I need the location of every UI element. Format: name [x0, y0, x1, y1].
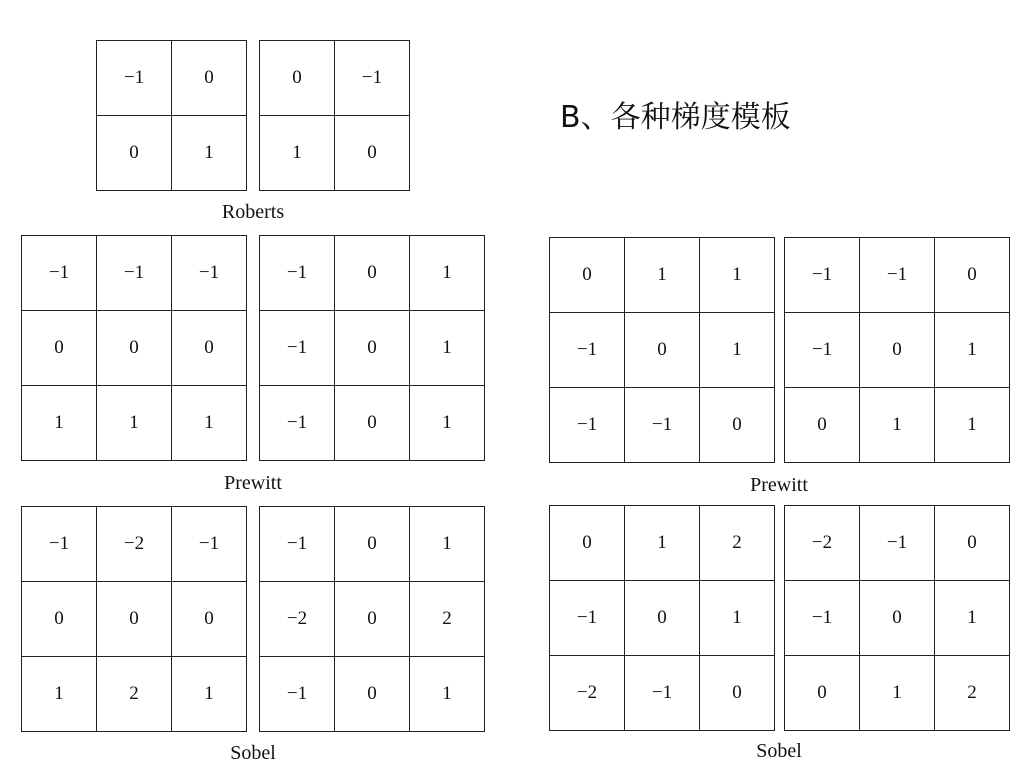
- mask-cell: 0: [700, 388, 775, 463]
- mask-cell: 1: [97, 386, 172, 461]
- mask-cell: 1: [410, 657, 485, 732]
- mask-cell: −1: [260, 311, 335, 386]
- roberts-caption: Roberts: [221, 201, 285, 223]
- mask-cell: 0: [172, 582, 247, 657]
- mask-cell: 0: [550, 506, 625, 581]
- roberts-mask-2: [259, 40, 410, 191]
- sobel-mask-2: [259, 506, 485, 732]
- mask-cell: 1: [410, 386, 485, 461]
- mask-cell: 0: [335, 386, 410, 461]
- mask-cell: 2: [935, 656, 1010, 731]
- prewitt-caption-left: Prewitt: [224, 472, 282, 494]
- mask-cell: −1: [172, 236, 247, 311]
- mask-cell: 0: [22, 582, 97, 657]
- mask-cell: 0: [260, 41, 335, 116]
- mask-cell: 1: [935, 388, 1010, 463]
- mask-cell: 0: [625, 581, 700, 656]
- mask-cell: −1: [625, 388, 700, 463]
- mask-cell: 1: [860, 656, 935, 731]
- mask-cell: 1: [172, 657, 247, 732]
- prewitt-mask-2: [259, 235, 485, 461]
- mask-cell: −2: [97, 507, 172, 582]
- mask-cell: 1: [700, 581, 775, 656]
- mask-cell: 0: [335, 236, 410, 311]
- mask-cell: 1: [410, 311, 485, 386]
- mask-cell: 1: [410, 507, 485, 582]
- mask-cell: 0: [172, 41, 247, 116]
- mask-cell: 1: [700, 238, 775, 313]
- mask-cell: 0: [97, 116, 172, 191]
- mask-cell: −1: [97, 41, 172, 116]
- mask-cell: 1: [935, 581, 1010, 656]
- mask-cell: −1: [550, 581, 625, 656]
- mask-cell: −1: [172, 507, 247, 582]
- mask-cell: −1: [22, 236, 97, 311]
- sobel-diagonal-mask-2: [784, 505, 1010, 731]
- mask-cell: 2: [700, 506, 775, 581]
- mask-cell: −1: [550, 313, 625, 388]
- mask-cell: 0: [97, 311, 172, 386]
- slide-heading: B、各种梯度模板: [560, 100, 791, 135]
- mask-cell: −1: [335, 41, 410, 116]
- mask-cell: −1: [22, 507, 97, 582]
- mask-cell: 1: [260, 116, 335, 191]
- mask-cell: 1: [625, 238, 700, 313]
- mask-cell: 1: [410, 236, 485, 311]
- mask-cell: 0: [700, 656, 775, 731]
- mask-cell: −1: [260, 386, 335, 461]
- mask-cell: 0: [335, 582, 410, 657]
- mask-cell: −1: [260, 657, 335, 732]
- mask-cell: 2: [97, 657, 172, 732]
- mask-cell: −1: [97, 236, 172, 311]
- mask-cell: 1: [860, 388, 935, 463]
- sobel-diagonal-mask-1: [549, 505, 775, 731]
- mask-cell: 0: [22, 311, 97, 386]
- mask-cell: 0: [935, 506, 1010, 581]
- mask-cell: −1: [785, 238, 860, 313]
- mask-cell: 0: [860, 313, 935, 388]
- roberts-mask-1: [96, 40, 247, 191]
- mask-cell: 0: [172, 311, 247, 386]
- mask-cell: 0: [785, 388, 860, 463]
- mask-cell: 0: [97, 582, 172, 657]
- mask-cell: 1: [700, 313, 775, 388]
- prewitt-caption-right: Prewitt: [750, 474, 808, 496]
- mask-cell: 0: [550, 238, 625, 313]
- mask-cell: 0: [860, 581, 935, 656]
- prewitt-diagonal-mask-1: [549, 237, 775, 463]
- mask-cell: −2: [550, 656, 625, 731]
- mask-cell: 0: [335, 116, 410, 191]
- mask-cell: −1: [785, 581, 860, 656]
- mask-cell: 1: [625, 506, 700, 581]
- prewitt-mask-1: [21, 235, 247, 461]
- mask-cell: 0: [335, 657, 410, 732]
- mask-cell: −1: [860, 238, 935, 313]
- mask-cell: 2: [410, 582, 485, 657]
- sobel-caption-left: Sobel: [230, 742, 276, 764]
- mask-cell: −1: [625, 656, 700, 731]
- mask-cell: 0: [935, 238, 1010, 313]
- sobel-caption-right: Sobel: [756, 740, 802, 762]
- mask-cell: −2: [260, 582, 335, 657]
- sobel-mask-1: [21, 506, 247, 732]
- mask-cell: 1: [172, 386, 247, 461]
- mask-cell: 0: [785, 656, 860, 731]
- mask-cell: 1: [22, 657, 97, 732]
- mask-cell: 0: [625, 313, 700, 388]
- prewitt-diagonal-mask-2: [784, 237, 1010, 463]
- mask-cell: 1: [22, 386, 97, 461]
- mask-cell: −1: [260, 507, 335, 582]
- mask-cell: 0: [335, 311, 410, 386]
- mask-cell: 1: [935, 313, 1010, 388]
- mask-cell: −1: [550, 388, 625, 463]
- mask-cell: −1: [860, 506, 935, 581]
- mask-cell: −1: [260, 236, 335, 311]
- mask-cell: 1: [172, 116, 247, 191]
- mask-cell: −2: [785, 506, 860, 581]
- mask-cell: 0: [335, 507, 410, 582]
- mask-cell: −1: [785, 313, 860, 388]
